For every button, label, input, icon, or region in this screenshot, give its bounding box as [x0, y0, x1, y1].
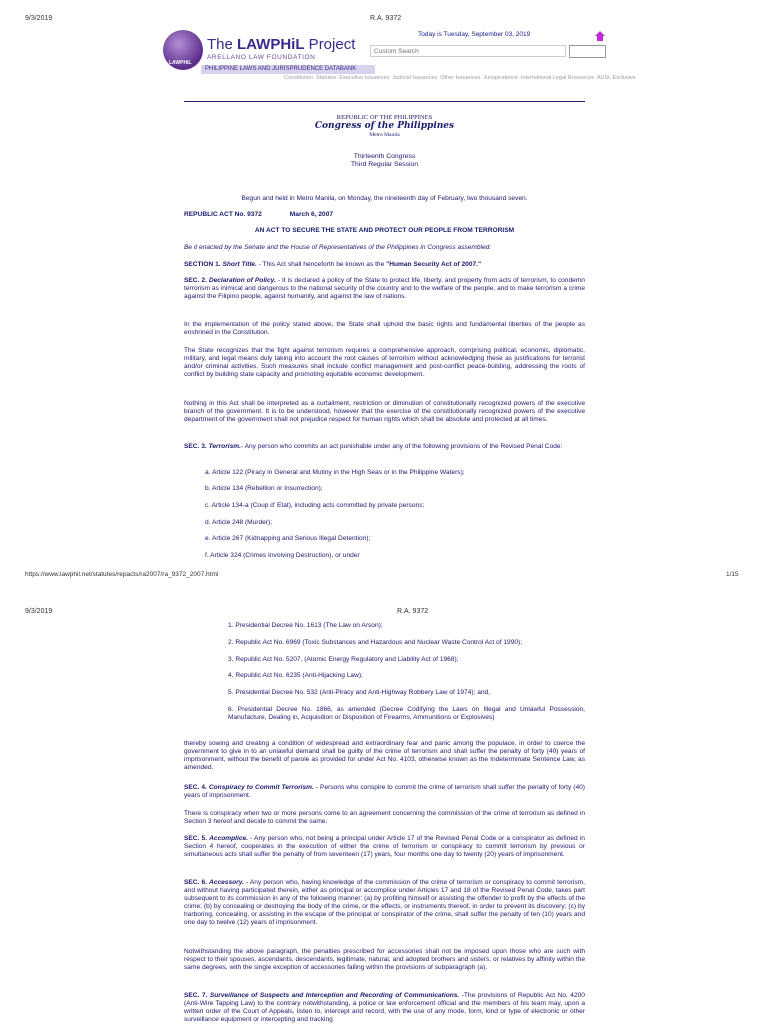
print-title: R.A. 9372 — [370, 15, 402, 22]
list-item: 5. Presidential Decree No. 532 (Anti-Piracy and Anti-Highway Robbery Law of 1974); and, — [228, 689, 491, 696]
search-button[interactable] — [569, 45, 606, 58]
paragraph-conspiracy: There is conspiracy when two or more persons come to an agreement concerning the commission of the crime of terrorism as defined in Section 3 hereof and decide to commit the same. — [184, 810, 585, 825]
ra-number-line — [184, 211, 585, 219]
site-logo[interactable] — [163, 30, 368, 76]
sec4-text: - Persons who conspire to commit the crime of terrorism shall suffer the penalty of forty (40) years of imprisonment. — [184, 784, 585, 799]
sec7-title: Surveillance of Suspects and Interception and Recording of Communications. — [209, 992, 460, 999]
paragraph-state-recognizes: The State recognizes that the fight against terrorism requires a comprehensive approach, comprising political, economic, diplomatic, military, and legal means duly taking into account the root causes of terrorism without acknowledging these as justifications for terrorist and/or criminal activities. Such measures shall include conflict management and post-conflict peace-building, addressing the roots of conflict by building state capacity and promoting equitable economic development. — [184, 347, 585, 378]
sec4-head: SEC. 4. — [184, 784, 207, 791]
nav-executive-issuances[interactable]: Executive Issuances — [339, 75, 390, 81]
nav-international[interactable]: International Legal Resources — [520, 75, 595, 81]
logo-subtitle: ARELLANO LAW FOUNDATION — [207, 54, 316, 61]
section-1 — [184, 261, 585, 269]
today-date: Today is Tuesday, September 03, 2019 — [418, 31, 531, 38]
footer-page-number: 1/15 — [726, 571, 739, 578]
home-icon[interactable] — [595, 31, 605, 41]
sec5-head: SEC. 5. — [184, 835, 208, 842]
list-item: b. Article 134 (Rebellion or Insurrection); — [205, 485, 323, 492]
logo-title-pre: The — [207, 36, 238, 53]
section-3 — [184, 443, 585, 451]
congress-heading: Congress of the Philippines — [314, 121, 455, 131]
nav-constitution[interactable]: Constitution — [284, 75, 314, 81]
header-divider — [184, 101, 585, 102]
ra-date: March 6, 2007 — [289, 211, 334, 218]
paragraph-thereby: thereby sowing and creating a condition of widespread and extraordinary fear and panic among the populace, in order to coerce the government to give in to an unlawful demand shall be guilty of the crime of terrorism and shall suffer the penalty of forty (40) years of imprisonment, without the benefit of parole as provided for under Act No. 4103, otherwise known as the Indeterminate Sentence Law, as amended. — [184, 740, 585, 771]
list-item: 1. Presidential Decree No. 1613 (The Law on Arson); — [228, 622, 383, 629]
act-title: AN ACT TO SECURE THE STATE AND PROTECT OUR PEOPLE FROM TERRORISM — [254, 227, 515, 234]
paragraph-nothing: Nothing in this Act shall be interpreted as a curtailment, restriction or diminution of constitutionally recognized powers of the executive branch of the government. It is to be understood, however that the exercise of the constitutionally recognized powers of the executive department of the government shall not prejudice respect for human rights which shall be absolute and protected at all times. — [184, 400, 585, 423]
sec1-text: - This Act shall henceforth be known as the — [256, 261, 387, 268]
nav-judicial-issuances[interactable]: Judicial Issuances — [392, 75, 438, 81]
sec3-head: SEC. 3. — [184, 443, 207, 450]
list-item: 2. Republic Act No. 6969 (Toxic Substances and Hazardous and Nuclear Waste Control Act of 1990); — [228, 639, 523, 646]
begun-text: Begun and held in Metro Manila, on Monday, the nineteenth day of February, two thousand seven. — [241, 195, 528, 202]
list-item: 4. Republic Act No. 6235 (Anti-Hijacking Law); — [228, 672, 363, 679]
paragraph-implementation: In the implementation of the policy stated above, the State shall uphold the basic rights and fundamental liberties of the people as enshrined in the Constitution. — [184, 321, 585, 336]
sec2-text: - It is declared a policy of the State to protect life, liberty, and property from acts of terrorism, to condemn terrorism as inimical and dangerous to the national security of the country and to the welfare of the people, and to make terrorism a crime against the Filipino people, against humanity, and against the law of nations. — [184, 277, 585, 300]
logo-small-text: LAWPHiL — [169, 60, 192, 66]
sec4-title: Conspiracy to Commit Terrorism. — [208, 784, 314, 791]
congress-session — [184, 153, 585, 169]
republic-heading: REPUBLIC OF THE PHILIPPINES — [336, 114, 433, 121]
sec6-head: SEC. 6. — [184, 879, 207, 886]
logo-title-bold: LAWPHiL — [237, 36, 305, 53]
list-item: a. Article 122 (Piracy in General and Mutiny in the High Seas or in the Philippine Waters); — [205, 469, 465, 476]
list-item: e. Article 267 (Kidnapping and Serious Illegal Detention); — [205, 535, 371, 542]
section-2 — [184, 277, 585, 301]
sec1-title: Short Title. — [222, 261, 257, 268]
congress-number: Thirteenth Congress — [353, 153, 416, 160]
sec7-text: -The provisions of Republic Act No. 4200 (Anti-Wire Tapping Law) to the contrary notwithstanding, a police or law enforcement official and the members of his team may, upon a written order of the Court of Appeals, listen to, intercept and record, with the use of any mode, form, kind or type of electronic or other surveillance equipment or intercepting and tracking — [184, 992, 585, 1023]
nav-jurisprudence[interactable]: Jurisprudence — [483, 75, 518, 81]
metro-manila: Metro Manila — [369, 132, 400, 138]
enacting-clause: Be it enacted by the Senate and the House of Representatives of the Philippines in Congress assembled: — [184, 244, 492, 251]
logo-title — [207, 36, 355, 53]
print-date: 9/3/2019 — [25, 15, 53, 22]
sec3-text: - Any person who commits an act punishable under any of the following provisions of the Revised Penal Code: — [240, 443, 563, 450]
nav-other-issuances[interactable]: Other Issuances — [440, 75, 481, 81]
paragraph-notwithstanding: Notwithstanding the above paragraph, the penalties prescribed for accessories shall not be imposed upon those who are such with respect to their spouses, ascendants, descendants, legitimate, natural, and adopted brothers and sisters, or relatives by affinity within the same degrees, with the single exception of accessories falling within the provisions of subparagraph (a). — [184, 948, 585, 971]
sec6-text: - Any person who, having knowledge of the commission of the crime of terrorism or conspiracy to commit terrorism, and without having participated therein, either as principal or accomplice under Articles 17 and 18 of the Revised Penal Code, takes part subsequent to its commission in any of the following manner: (a) by profiting himself or assisting the offender to profit by the effects of the crime; (b) by concealing or destroying the body of the crime, or the effects, or instruments thereof, in order to prevent its discovery; (c) by harboring, concealing, or assisting in the escape of the principal or conspirator of the crime, shall suffer the penalty of ten (10) years and one day to twelve (12) years of imprisonment. — [184, 879, 585, 926]
list-item: d. Article 248 (Murder); — [205, 519, 273, 526]
sec7-head: SEC. 7. — [184, 992, 208, 999]
sec1-head: SECTION 1. — [184, 261, 221, 268]
search-input[interactable] — [370, 45, 566, 57]
sec5-text: - Any person who, not being a principal under Article 17 of the Revised Penal Code or a conspirator as defined in Section 4 hereof, cooperates in the execution of either the crime of terrorism or conspiracy to commit terrorism by previous or simultaneous acts shall suffer the penalty of from seventeen (17) years, four months one day to twenty (20) years of imprisonment. — [184, 835, 585, 858]
section-7 — [184, 992, 585, 1024]
session-name: Third Regular Session — [350, 161, 419, 168]
section-5 — [184, 835, 585, 859]
print-date-page-2: 9/3/2019 — [25, 608, 53, 615]
sec6-title: Accessory. — [209, 879, 244, 886]
section-4 — [184, 784, 585, 800]
nav-statutes[interactable]: Statutes — [316, 75, 337, 81]
ra-number: REPUBLIC ACT No. 9372 — [184, 211, 262, 218]
sec2-title: Declaration of Policy. — [208, 277, 276, 284]
list-item: 6. Presidential Decree No. 1866, as amended (Decree Codifying the Laws on Illegal and Unlawful Possession, Manufacture, Dealing in, Acquisition or Disposition of Firearms, Ammunitions or Explosives) — [228, 706, 585, 721]
list-item: 3. Republic Act No. 5207, (Atomic Energy Regulatory and Liability Act of 1968); — [228, 656, 459, 663]
logo-band: PHILIPPINE LAWS AND JURISPRUDENCE DATABANK — [201, 65, 375, 74]
list-item: f. Article 324 (Crimes Involving Destruction), or under — [205, 552, 360, 559]
sec5-title: Accomplice. — [209, 835, 249, 842]
sec3-title: Terrorism. — [208, 443, 241, 450]
nav-ausl-exclusive[interactable]: AUSL Exclusive — [596, 75, 636, 81]
list-item: c. Article 134-a (Coup d' Etat), including acts committed by private persons; — [205, 502, 425, 509]
sec2-head: SEC. 2. — [184, 277, 207, 284]
logo-title-post: Project — [304, 36, 356, 53]
section-6 — [184, 879, 585, 926]
sec1-name: "Human Security Act of 2007." — [386, 261, 482, 268]
print-title-page-2: R.A. 9372 — [397, 608, 429, 615]
footer-url: https://www.lawphil.net/statutes/repacts/ra2007/ra_9372_2007.html — [25, 571, 219, 578]
top-nav — [284, 75, 636, 81]
